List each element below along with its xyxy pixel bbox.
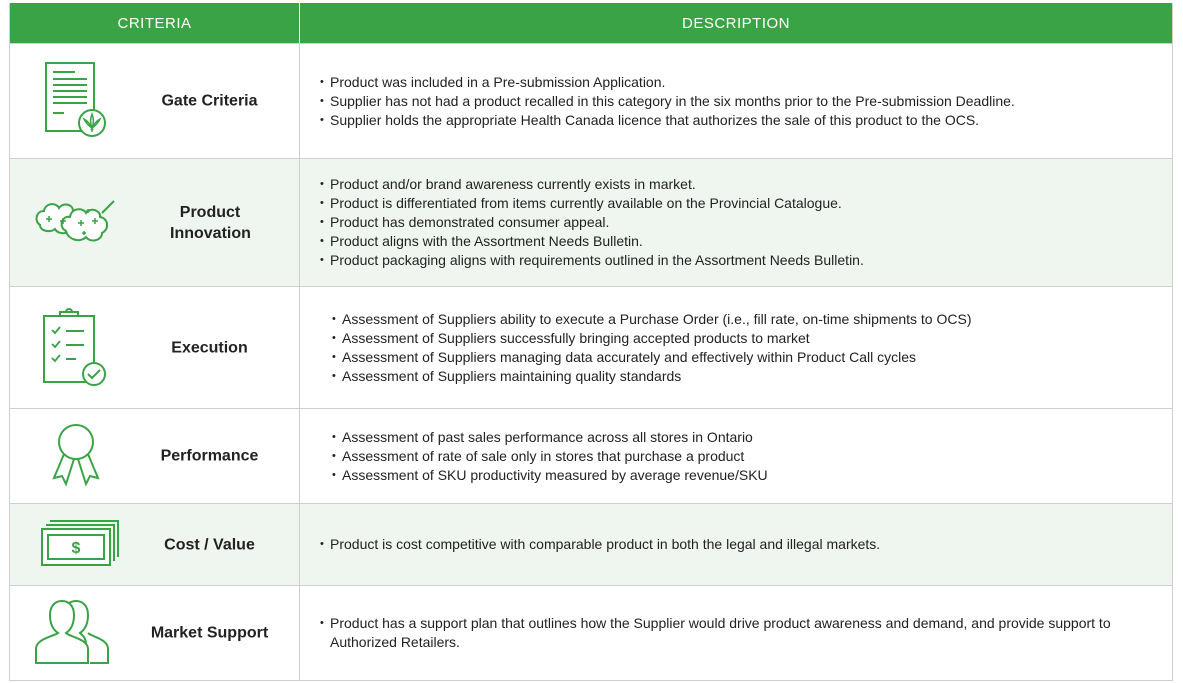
list-item: • Assessment of Suppliers ability to execute a Purchase Order (i.e., fill rate, on-time shipments to OCS) [332, 310, 971, 329]
money-stack-icon [30, 505, 120, 585]
criteria-title: Cost / Value [164, 536, 255, 553]
description-cell [300, 287, 1172, 408]
description-column-header: DESCRIPTION [681, 14, 790, 32]
table-row [10, 43, 1172, 158]
criteria-title: Gate Criteria [161, 92, 258, 110]
criteria-cell [10, 504, 300, 585]
list-item: • Product has demonstrated consumer appeal. [320, 213, 864, 232]
clipboard-check-icon [30, 308, 120, 388]
table-row [10, 585, 1172, 680]
table-row [10, 408, 1172, 503]
description-list [320, 175, 864, 270]
list-item: • Product and/or brand awareness currently exists in market. [320, 175, 864, 194]
criteria-cell [10, 44, 300, 158]
award-ribbon-icon [30, 416, 120, 496]
criteria-cell [10, 409, 300, 503]
criteria-column-header: CRITERIA [10, 3, 300, 43]
table-row [10, 503, 1172, 585]
criteria-title: Product Innovation [170, 203, 251, 242]
description-list [320, 310, 971, 386]
list-item: • Product aligns with the Assortment Needs Bulletin. [320, 232, 864, 251]
list-item: • Product was included in a Pre-submission Application. [320, 73, 1015, 92]
description-cell [300, 409, 1172, 503]
people-icon [30, 593, 120, 673]
svg-text:$: $ [71, 539, 81, 557]
criteria-title: Market Support [150, 624, 269, 642]
criteria-title: Execution [171, 339, 248, 356]
table-row [10, 158, 1172, 286]
table-row [10, 286, 1172, 408]
list-item: • Supplier has not had a product recalled in this category in the six months prior to the Pre-submission Deadline. [320, 92, 1015, 111]
document-cannabis-icon [30, 61, 120, 141]
criteria-cell [10, 287, 300, 408]
description-cell [300, 586, 1172, 680]
list-item: • Product is differentiated from items currently available on the Provincial Catalogue. [320, 194, 864, 213]
description-cell [300, 504, 1172, 585]
list-item: • Assessment of Suppliers maintaining quality standards [332, 367, 971, 386]
list-item: • Assessment of Suppliers successfully bringing accepted products to market [332, 329, 971, 348]
list-item: • Product packaging aligns with requirements outlined in the Assortment Needs Bulletin. [320, 251, 864, 270]
criteria-title: Performance [160, 447, 259, 465]
criteria-cell [10, 586, 300, 680]
description-cell [300, 44, 1172, 158]
description-cell [300, 159, 1172, 286]
table-header [10, 3, 1172, 43]
description-list [320, 73, 1015, 130]
description-list [320, 535, 880, 554]
criteria-cell [10, 159, 300, 286]
description-list [320, 614, 1120, 652]
list-item: • Product is cost competitive with comparable product in both the legal and illegal markets. [320, 535, 880, 554]
list-item: • Assessment of rate of sale only in stores that purchase a product [332, 447, 768, 466]
description-list [320, 428, 768, 485]
criteria-table [9, 3, 1173, 681]
list-item: • Product has a support plan that outlines how the Supplier would drive product awareness and demand, and provide support to Authorized Retailers. [320, 614, 1120, 652]
list-item: • Supplier holds the appropriate Health Canada licence that authorizes the sale of this product to the OCS. [320, 111, 1015, 130]
cannabis-buds-icon [30, 183, 120, 263]
list-item: • Assessment of SKU productivity measured by average revenue/SKU [332, 466, 768, 485]
list-item: • Assessment of past sales performance across all stores in Ontario [332, 428, 768, 447]
list-item: • Assessment of Suppliers managing data accurately and effectively within Product Call cycles [332, 348, 971, 367]
